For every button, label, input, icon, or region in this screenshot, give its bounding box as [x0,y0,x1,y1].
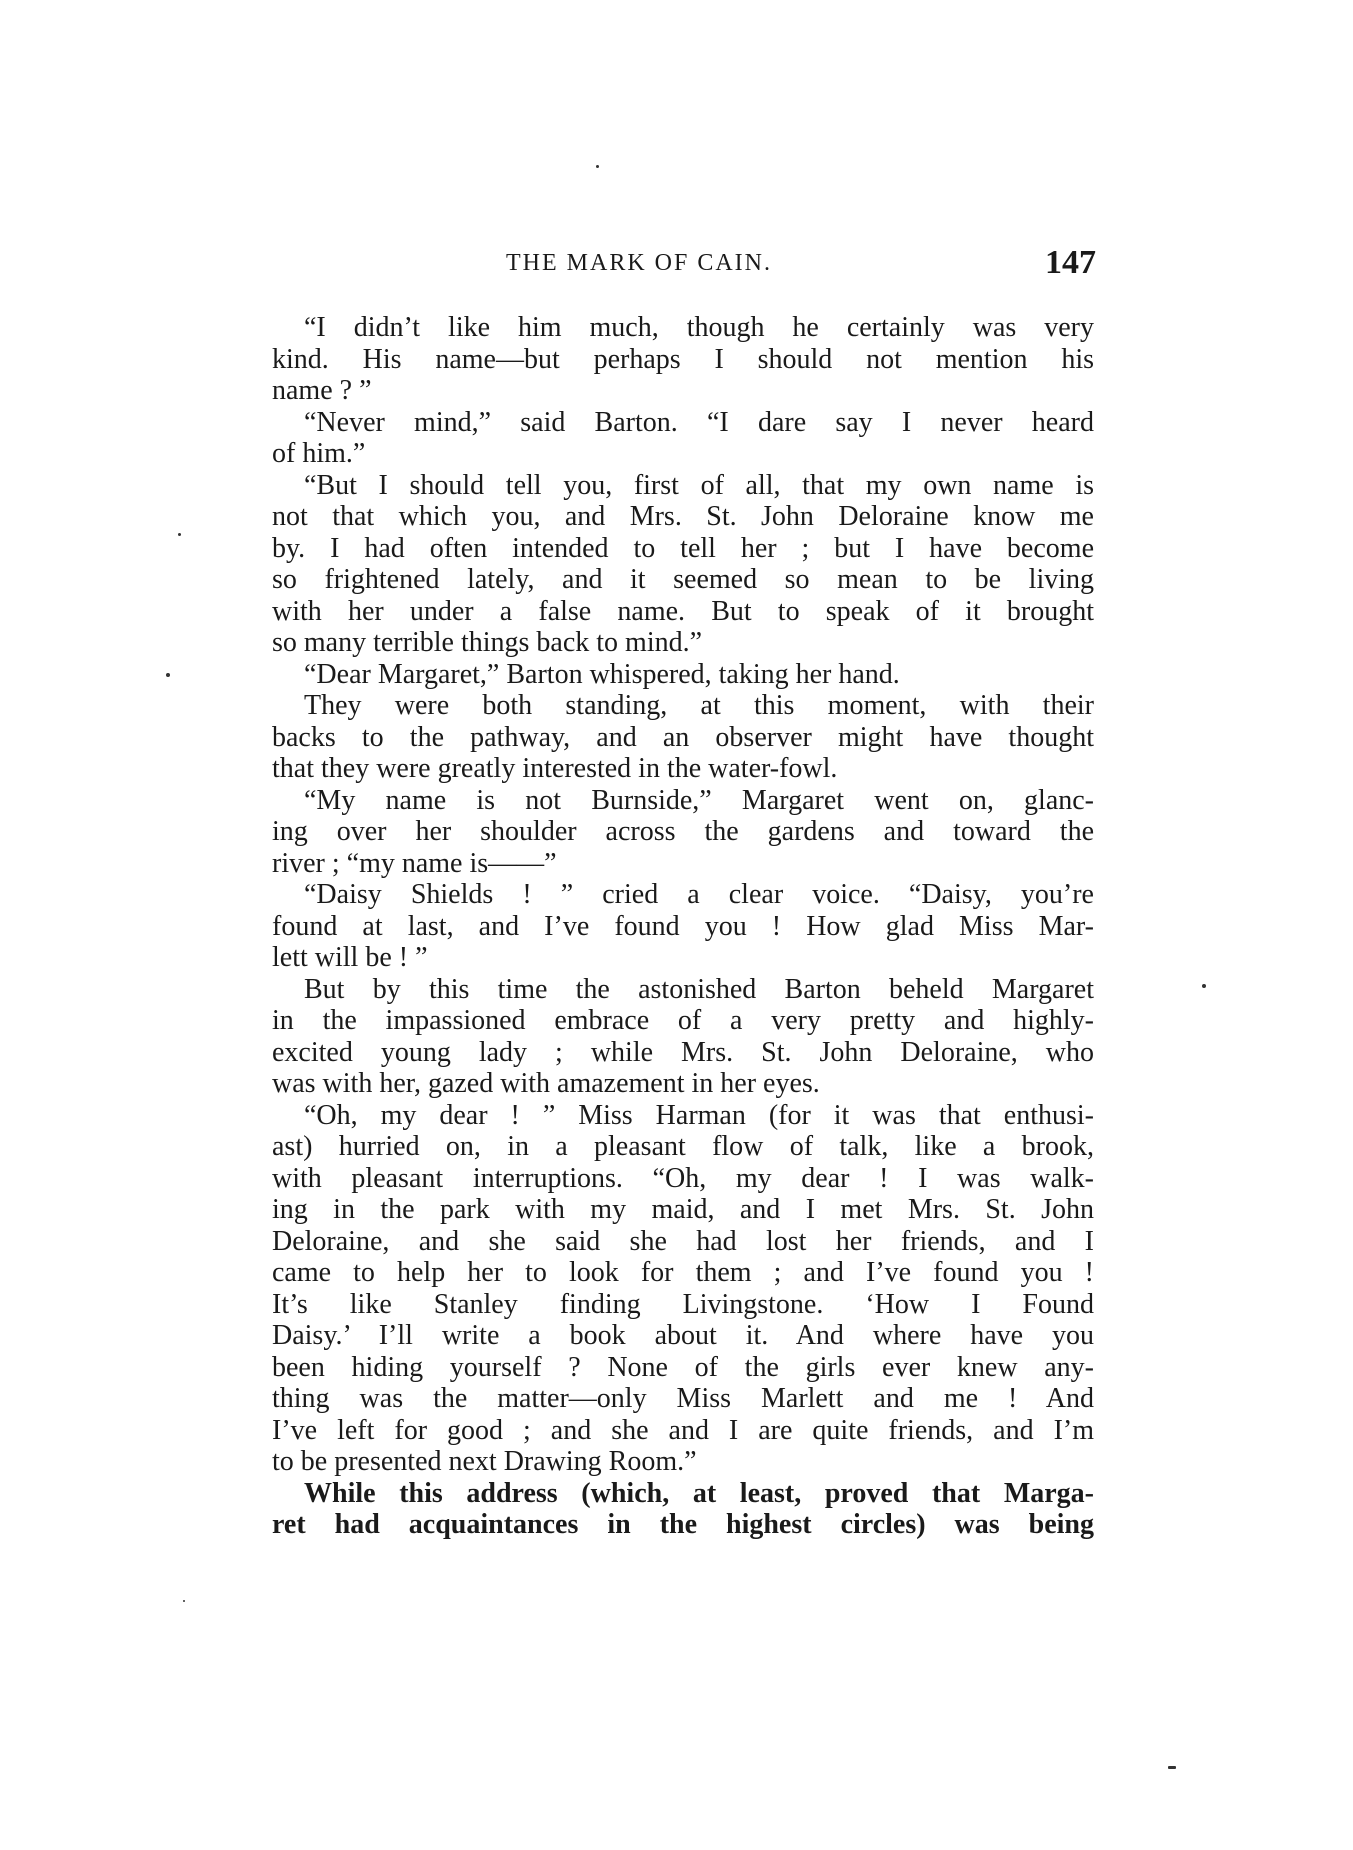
text-line: by. I had often intended to tell her ; but I have become [272,532,1094,564]
text-line: “Daisy Shields ! ” cried a clear voice. “Daisy, you’re [304,879,1094,910]
paper-speck [178,533,181,536]
text-line: name ? ” [272,375,372,406]
running-title: THE MARK OF CAIN. [506,250,773,276]
paper-speck [183,1600,185,1602]
text-line: “Dear Margaret,” Barton whispered, taking her hand. [304,658,900,690]
text-line: came to help her to look for them ; and I’ve found you ! [272,1257,1094,1288]
text-line: “Oh, my dear ! ” Miss Harman (for it was that enthusi- [304,1099,1094,1131]
text-line: river ; “my name is——” [272,847,557,879]
text-line: Daisy.’ I’ll write a book about it. And where have you [272,1320,1094,1351]
text-line: been hiding yourself ? None of the girls ever knew any- [272,1351,1094,1383]
text-line: thing was the matter—only Miss Marlett and me ! And [272,1383,1094,1414]
text-line: They were both standing, at this moment, with their [304,690,1094,721]
text-line: with pleasant interruptions. “Oh, my dear ! I was walk- [272,1162,1094,1194]
text-line: ast) hurried on, in a pleasant flow of talk, like a brook, [272,1131,1094,1162]
text-line: But by this time the astonished Barton beheld Margaret [304,973,1094,1005]
text-line: “Never mind,” said Barton. “I dare say I never heard [304,406,1094,438]
paper-speck [596,165,599,168]
text-line: ing over her shoulder across the gardens and toward the [272,816,1094,847]
text-line: “But I should tell you, first of all, that my own name is [304,469,1094,501]
text-line: “I didn’t like him much, though he certainly was very [304,312,1094,343]
text-line: I’ve left for good ; and she and I are quite friends, and I’m [272,1414,1094,1446]
text-line: “My name is not Burnside,” Margaret went on, glanc- [304,784,1094,816]
text-line: not that which you, and Mrs. St. John Deloraine know me [272,501,1094,532]
text-line: backs to the pathway, and an observer might have thought [272,721,1094,753]
page-number: 147 [1045,244,1096,281]
text-line: found at last, and I’ve found you ! How glad Miss Mar- [272,910,1094,942]
text-line: ret had acquaintances in the highest circles) was being [272,1509,1094,1540]
text-line: It’s like Stanley finding Livingstone. ‘How I Found [272,1288,1094,1320]
paper-speck [1202,984,1206,988]
text-line: of him.” [272,438,366,469]
body-text [272,312,1094,1541]
text-line: so many terrible things back to mind.” [272,627,703,658]
text-line: so frightened lately, and it seemed so mean to be living [272,564,1094,595]
text-line: lett will be ! ” [272,942,428,973]
text-line: that they were greatly interested in the water-fowl. [272,753,838,784]
text-line: excited young lady ; while Mrs. St. John Deloraine, who [272,1036,1094,1068]
paper-speck [1168,1766,1176,1769]
text-line: ing in the park with my maid, and I met Mrs. St. John [272,1194,1094,1225]
text-line: in the impassioned embrace of a very pretty and highly- [272,1005,1094,1036]
text-line: to be presented next Drawing Room.” [272,1446,697,1477]
text-line: with her under a false name. But to speak of it brought [272,595,1094,627]
text-line: was with her, gazed with amazement in her eyes. [272,1068,820,1099]
text-line: While this address (which, at least, proved that Marga- [304,1477,1094,1509]
text-line: Deloraine, and she said she had lost her friends, and I [272,1225,1094,1257]
text-line: kind. His name—but perhaps I should not mention his [272,343,1094,375]
paper-speck [166,673,170,677]
page-header [296,244,1096,284]
